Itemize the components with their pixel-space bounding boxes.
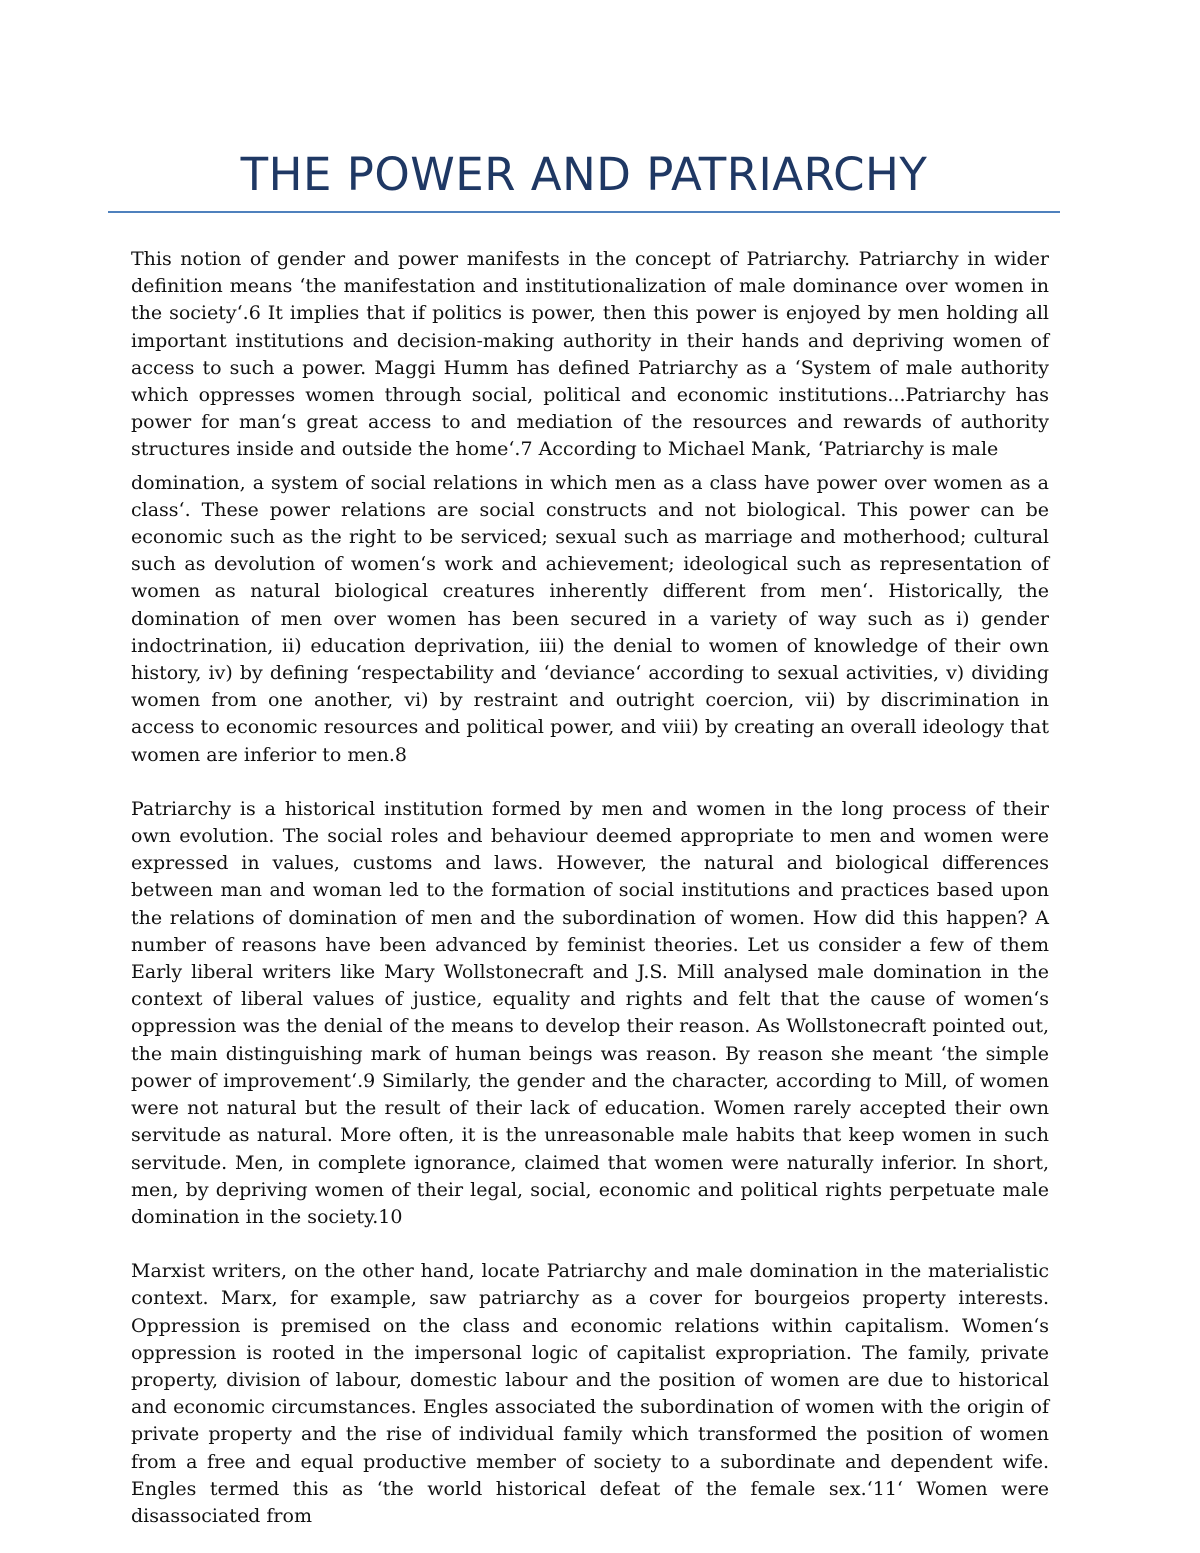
paragraph-power-relations: domination, a system of social relations in which men as a class have power over women as a class‘. These power relations are social constructs and not biological. This power can be economic such as the right to be serviced; sexual such as marriage and motherhood; cultural such as devolution of women‘s work and achievement; ideological such as representation of women as natural biological creatures inherently different from men‘. Historically, the domination of men over women has been secured in a variety of way such as i) gender indoctrination, ii) education deprivation, iii) the denial to women of knowledge of their own history, iv) by defining ‘respectability and ‘deviance‘ according to sexual activities, v) dividing women from one another, vi) by restraint and outright coercion, vii) by discrimination in access to economic resources and political power, and viii) by creating an overall ideology that women are inferior to men.8 — [131, 471, 1049, 766]
title-underline-divider — [108, 211, 1060, 213]
paragraph-marxist-writers: Marxist writers, on the other hand, locate Patriarchy and male domination in the materialistic context. Marx, for example, saw patriarchy as a cover for bourgeios property interests. Oppression is premised on the class and economic relations within capitalism. Women‘s oppression is rooted in the impersonal logic of capitalist expropriation. The family, private property, division of labour, domestic labour and the position of women are due to historical and economic circumstances. Engles associated the subordination of women with the origin of private property and the rise of individual family which transformed the position of women from a free and equal productive member of society to a subordinate and dependent wife. Engles termed this as ‘the world historical defeat of the female sex.‘11‘ Women were disassociated from — [131, 1260, 1049, 1527]
document-body — [131, 246, 1049, 1530]
page-title: THE POWER AND PATRIARCHY — [240, 148, 928, 201]
paragraph-historical-institution: Patriarchy is a historical institution formed by men and women in the long process of their own evolution. The social roles and behaviour deemed appropriate to men and women were expressed in values, customs and laws. However, the natural and biological differences between man and woman led to the formation of social institutions and practices based upon the relations of domination of men and the subordination of women. How did this happen? A number of reasons have been advanced by feminist theories. Let us consider a few of them Early liberal writers like Mary Wollstonecraft and J.S. Mill analysed male domination in the context of liberal values of justice, equality and rights and felt that the cause of women‘s oppression was the denial of the means to develop their reason. As Wollstonecraft pointed out, the main distinguishing mark of human beings was reason. By reason she meant ‘the simple power of improvement‘.9 Similarly, the gender and the character, according to Mill, of women were not natural but the result of their lack of education. Women rarely accepted their own servitude as natural. More often, it is the unreasonable male habits that keep women in such servitude. Men, in complete ignorance, claimed that women were naturally inferior. In short, men, by depriving women of their legal, social, economic and political rights perpetuate male domination in the society.10 — [131, 797, 1049, 1228]
paragraph-spacing — [131, 769, 1049, 796]
paragraph-spacing — [131, 1231, 1049, 1258]
paragraph-patriarchy-definition: This notion of gender and power manifests in the concept of Patriarchy. Patriarchy in wider definition means ‘the manifestation and institutionalization of male dominance over women in the society‘.6 It implies that if politics is power, then this power is enjoyed by men holding all important institutions and decision-making authority in their hands and depriving women of access to such a power. Maggi Humm has defined Patriarchy as a ‘System of male authority which oppresses women through social, political and economic institutions...Patriarchy has power for man‘s great access to and mediation of the resources and rewards of authority structures inside and outside the home‘.7 According to Michael Mank, ‘Patriarchy is male — [131, 248, 1049, 461]
